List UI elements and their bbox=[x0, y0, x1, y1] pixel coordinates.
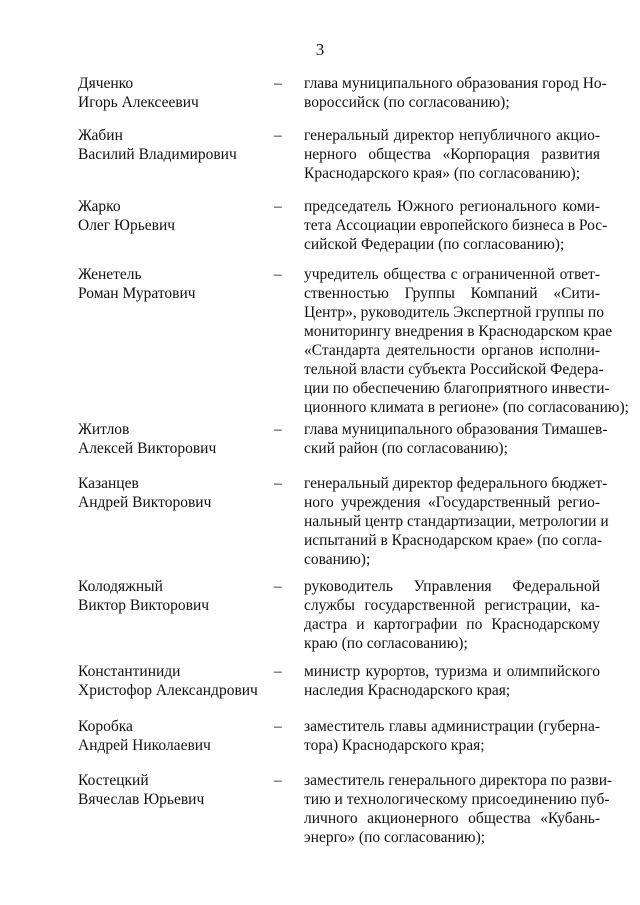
member-surname: Колодяжный bbox=[78, 578, 163, 595]
role-line: ственностью Группы Компаний «Сити- bbox=[304, 285, 600, 302]
role-line: «Стандарта деятельности органов исполни- bbox=[304, 342, 600, 359]
role-line: тора) Краснодарского края; bbox=[304, 737, 485, 754]
member-given-names: Вячеслав Юрьевич bbox=[78, 791, 205, 808]
role-line: руководитель Управления Федеральной bbox=[304, 578, 600, 595]
role-line: Центр», руководитель Экспертной группы по bbox=[304, 304, 604, 321]
dash-separator: – bbox=[274, 475, 282, 492]
dash-separator: – bbox=[274, 718, 282, 735]
dash-separator: – bbox=[274, 127, 282, 144]
role-line: тельной власти субъекта Российской Федера- bbox=[304, 361, 604, 378]
member-given-names: Андрей Николаевич bbox=[78, 737, 211, 754]
role-line: вороссийск (по согласованию); bbox=[304, 94, 510, 111]
member-given-names: Василий Владимирович bbox=[78, 146, 237, 163]
role-line: нерного общества «Корпорация развития bbox=[304, 146, 600, 163]
member-name bbox=[78, 197, 268, 235]
role-line: заместитель главы администрации (губерна- bbox=[304, 718, 600, 735]
dash-separator: – bbox=[274, 663, 282, 680]
member-surname: Дяченко bbox=[78, 75, 134, 92]
role-line: энерго» (по согласованию); bbox=[304, 829, 486, 846]
member-role bbox=[304, 662, 600, 700]
role-line: сийской Федерации (по согласованию); bbox=[304, 236, 565, 253]
member-given-names: Христофор Александрович bbox=[78, 682, 258, 699]
role-line: службы государственной регистрации, ка- bbox=[304, 597, 600, 614]
member-given-names: Андрей Викторович bbox=[78, 494, 212, 511]
dash-separator: – bbox=[274, 421, 282, 438]
member-role bbox=[304, 197, 608, 254]
member-surname: Жарко bbox=[78, 198, 121, 215]
page-number: 3 bbox=[315, 40, 325, 59]
role-line: дастра и картографии по Краснодарскому bbox=[304, 616, 600, 633]
role-line: ции по обеспечению благоприятного инвести- bbox=[304, 380, 610, 397]
role-line: генеральный директор непубличного акцио- bbox=[304, 127, 600, 144]
member-given-names: Алексей Викторович bbox=[78, 440, 217, 457]
member-role bbox=[304, 265, 629, 417]
member-name bbox=[78, 420, 268, 458]
member-surname: Константиниди bbox=[78, 663, 181, 680]
dash-separator: – bbox=[274, 578, 282, 595]
member-name bbox=[78, 126, 268, 164]
role-line: ционного климата в регионе» (по согласованию); bbox=[304, 399, 629, 416]
role-line: краю (по согласованию); bbox=[304, 635, 468, 652]
role-line: учредитель общества с ограниченной ответ- bbox=[304, 266, 600, 283]
member-surname: Казанцев bbox=[78, 475, 139, 492]
member-surname: Женетель bbox=[78, 266, 142, 283]
role-line: нальный центр стандартизации, метрологии и bbox=[304, 513, 609, 530]
member-name bbox=[78, 265, 268, 303]
member-role bbox=[304, 126, 600, 183]
role-line: заместитель генерального директора по разви- bbox=[304, 772, 613, 789]
role-line: испытаний в Краснодарском крае» (по согла- bbox=[304, 532, 603, 549]
member-role bbox=[304, 420, 608, 458]
role-line: глава муниципального образования Тимашев- bbox=[304, 421, 608, 438]
member-surname: Костецкий bbox=[78, 772, 149, 789]
dash-separator: – bbox=[274, 75, 282, 92]
member-name bbox=[78, 771, 268, 809]
role-line: ного учреждения «Государственный регио- bbox=[304, 494, 600, 511]
member-role bbox=[304, 474, 609, 569]
member-given-names: Виктор Викторович bbox=[78, 597, 210, 614]
role-line: генеральный директор федерального бюджет- bbox=[304, 475, 608, 492]
member-given-names: Игорь Алексеевич bbox=[78, 94, 199, 111]
member-name bbox=[78, 717, 268, 755]
role-line: ский район (по согласованию); bbox=[304, 440, 508, 457]
role-line: председатель Южного регионального коми- bbox=[304, 198, 600, 215]
member-name bbox=[78, 662, 268, 700]
role-line: Краснодарского края» (по согласованию); bbox=[304, 165, 581, 182]
member-name bbox=[78, 577, 268, 615]
role-line: личного акционерного общества «Кубань- bbox=[304, 810, 600, 827]
member-role bbox=[304, 74, 607, 112]
role-line: наследия Краснодарского края; bbox=[304, 682, 511, 699]
dash-separator: – bbox=[274, 266, 282, 283]
role-line: глава муниципального образования город Но- bbox=[304, 75, 607, 92]
role-line: тета Ассоциации европейского бизнеса в Рос- bbox=[304, 217, 608, 234]
role-line: министр курортов, туризма и олимпийского bbox=[304, 663, 600, 680]
member-surname: Житлов bbox=[78, 421, 130, 438]
member-name bbox=[78, 74, 268, 112]
member-role bbox=[304, 717, 600, 755]
dash-separator: – bbox=[274, 198, 282, 215]
member-given-names: Роман Муратович bbox=[78, 285, 196, 302]
role-line: сованию); bbox=[304, 551, 371, 568]
member-surname: Коробка bbox=[78, 718, 133, 735]
dash-separator: – bbox=[274, 772, 282, 789]
member-role bbox=[304, 771, 613, 847]
role-line: тию и технологическому присоединению пуб- bbox=[304, 791, 610, 808]
member-role bbox=[304, 577, 600, 653]
member-name bbox=[78, 474, 268, 512]
member-given-names: Олег Юрьевич bbox=[78, 217, 176, 234]
member-surname: Жабин bbox=[78, 127, 123, 144]
role-line: мониторингу внедрения в Краснодарском крае bbox=[304, 323, 613, 340]
